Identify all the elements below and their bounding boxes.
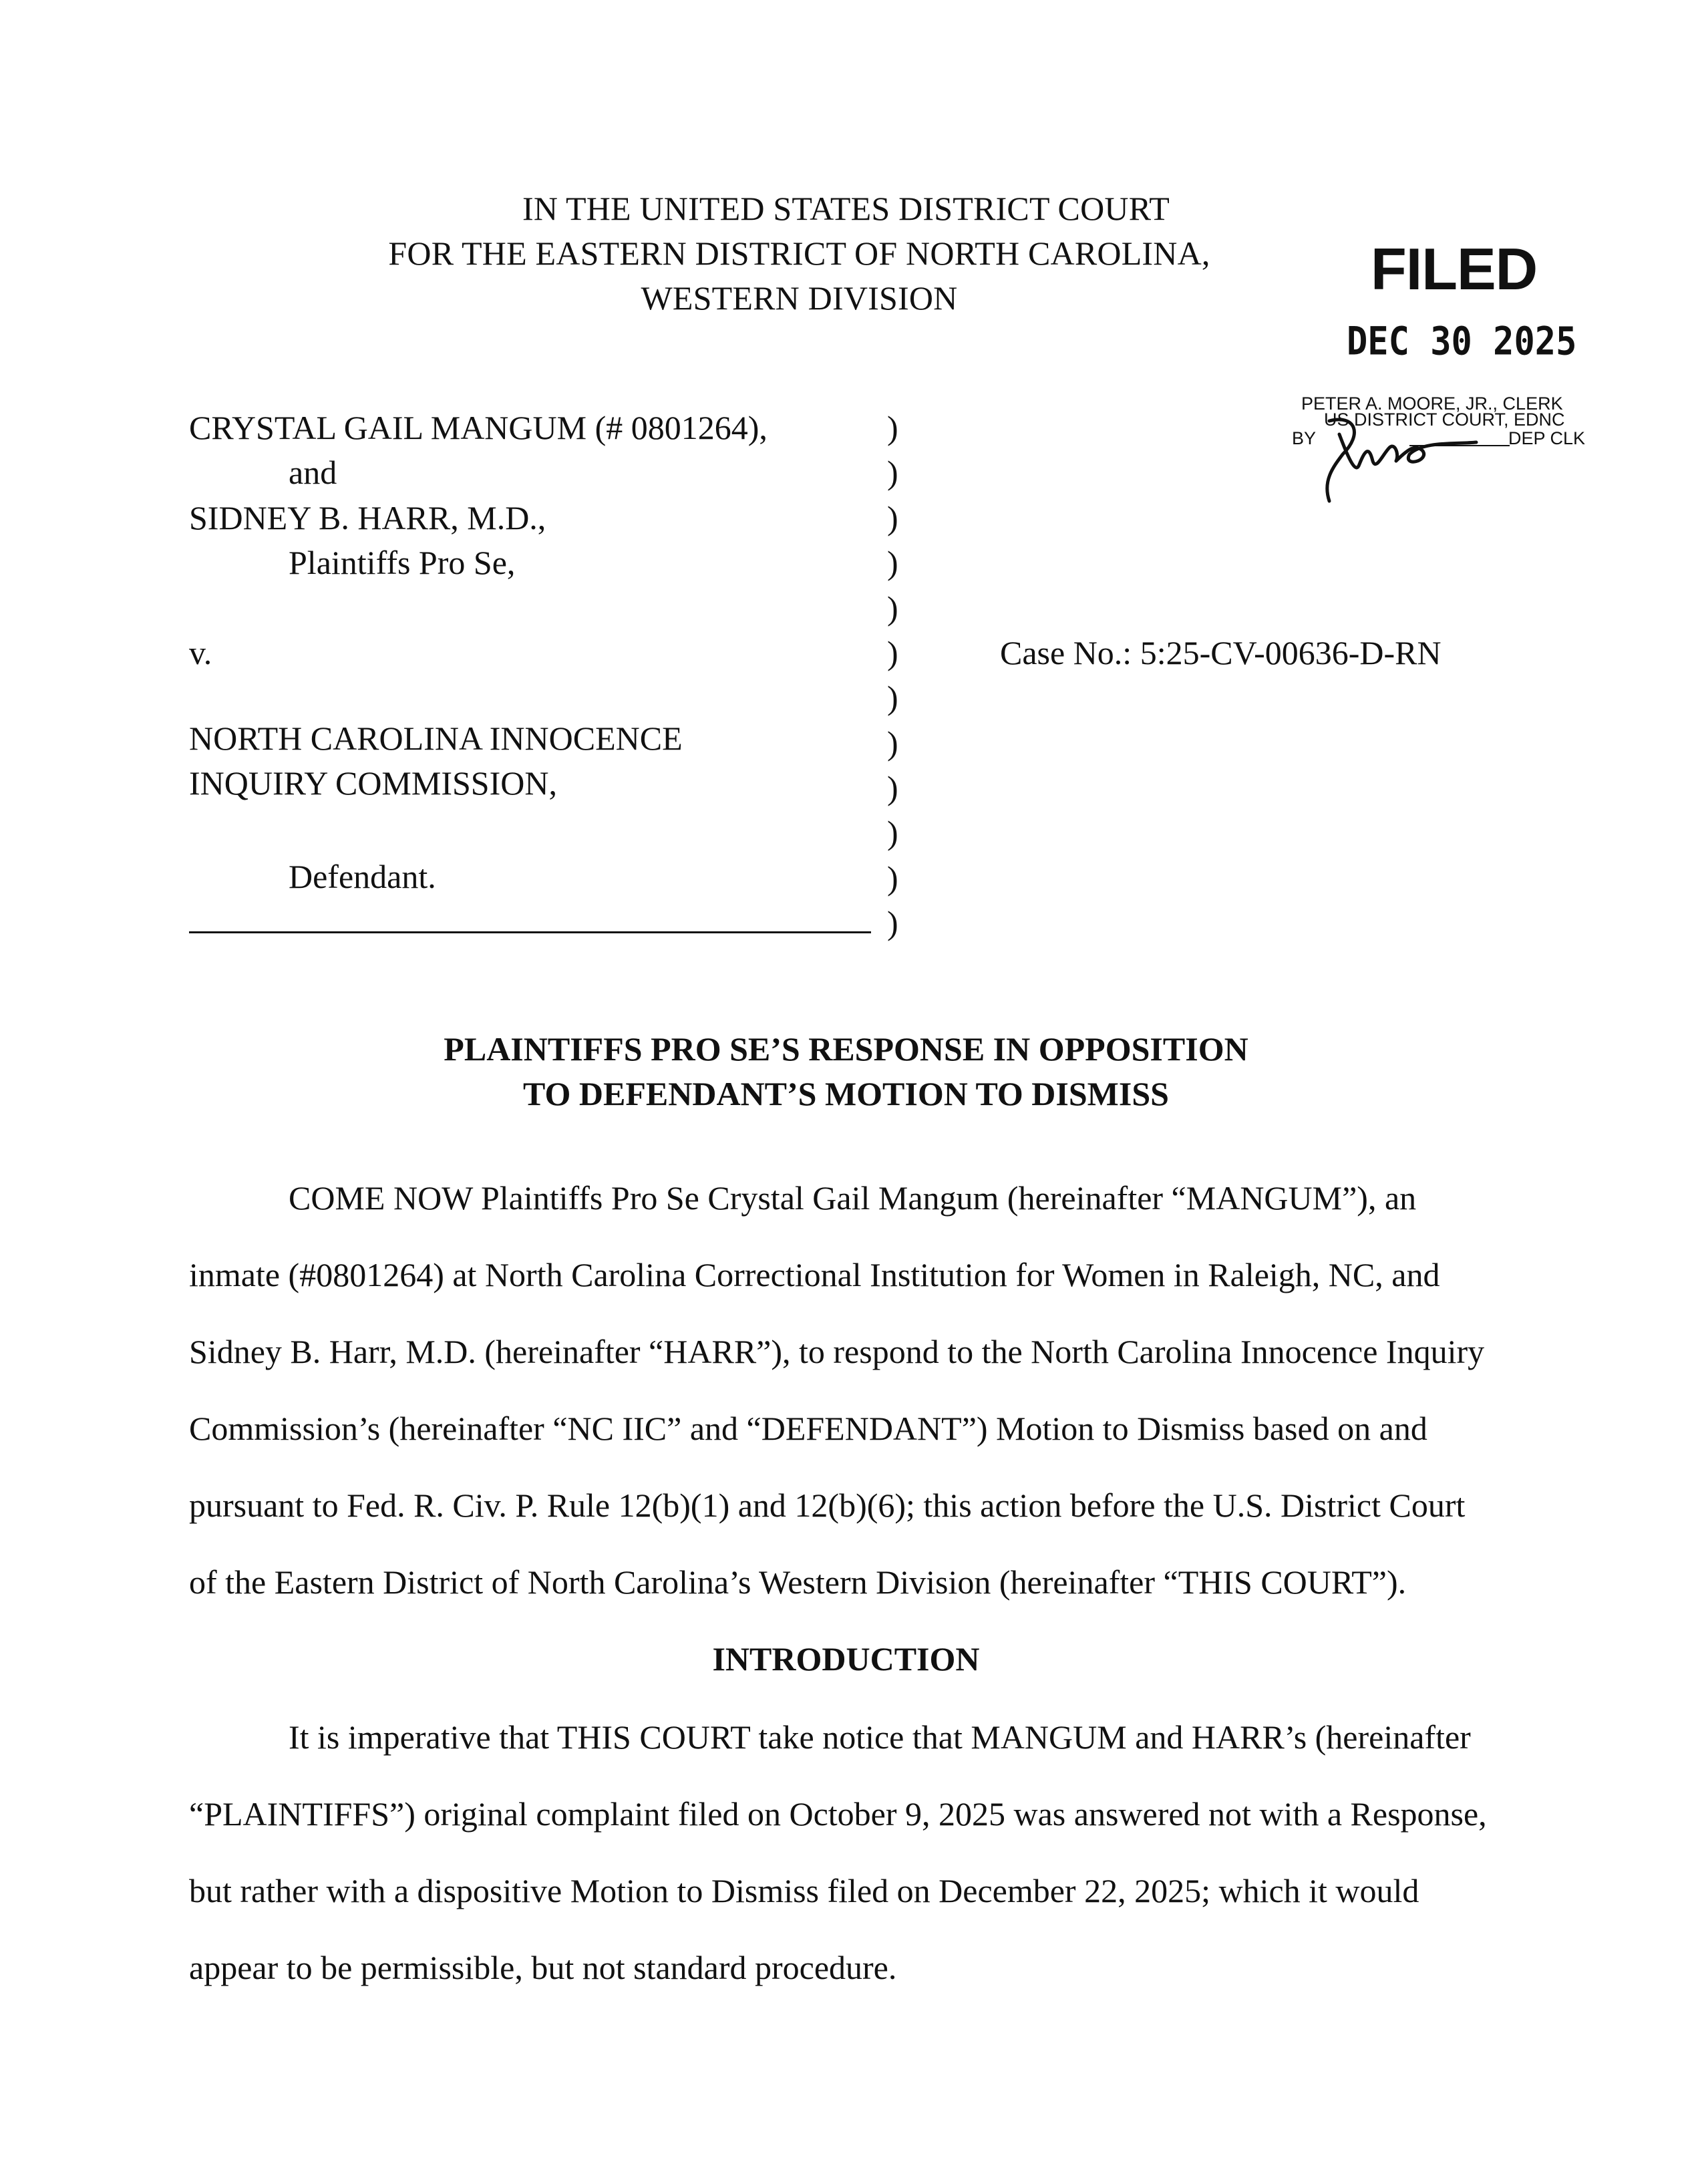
- clerk-signature-icon: [1309, 408, 1483, 508]
- paragraph-line: Sidney B. Harr, M.D. (hereinafter “HARR”), to respond to the North Carolina Innocence Inquiry: [189, 1333, 1485, 1370]
- paragraph-line: but rather with a dispositive Motion to Dismiss filed on December 22, 2025; which it would: [189, 1872, 1419, 1909]
- document-title-line-1: PLAINTIFFS PRO SE’S RESPONSE IN OPPOSITION: [444, 1030, 1248, 1068]
- filed-stamp-date: DEC 30 2025: [1347, 319, 1577, 365]
- defendant-role: Defendant.: [289, 858, 436, 895]
- caption-paren: ): [887, 454, 898, 491]
- paragraph-line: of the Eastern District of North Carolina’s Western Division (hereinafter “THIS COURT”).: [189, 1563, 1407, 1601]
- paragraph-line: It is imperative that THIS COURT take notice that MANGUM and HARR’s (hereinafter: [289, 1718, 1471, 1756]
- paragraph-line: COME NOW Plaintiffs Pro Se Crystal Gail Mangum (hereinafter “MANGUM”), an: [289, 1179, 1417, 1217]
- caption-paren: ): [887, 499, 898, 536]
- case-number: Case No.: 5:25-CV-00636-D-RN: [1000, 634, 1442, 671]
- paragraph-line: pursuant to Fed. R. Civ. P. Rule 12(b)(1) and 12(b)(6); this action before the U.S. District Court: [189, 1487, 1466, 1524]
- caption-paren: ): [887, 634, 898, 671]
- paragraph-line: Commission’s (hereinafter “NC IIC” and “DEFENDANT”) Motion to Dismiss based on and: [189, 1410, 1427, 1447]
- court-division: WESTERN DIVISION: [641, 279, 958, 317]
- court-district: FOR THE EASTERN DISTRICT OF NORTH CAROLINA,: [388, 235, 1210, 272]
- section-heading-introduction: INTRODUCTION: [712, 1640, 980, 1678]
- caption-paren: ): [887, 409, 898, 446]
- caption-paren: ): [887, 904, 898, 941]
- filed-stamp-court: US DISTRICT COURT, EDNC: [1324, 410, 1565, 430]
- plaintiff-1: CRYSTAL GAIL MANGUM (# 0801264),: [189, 409, 768, 446]
- plaintiff-2: SIDNEY B. HARR, M.D.,: [189, 499, 546, 536]
- document-title-line-2: TO DEFENDANT’S MOTION TO DISMISS: [523, 1075, 1169, 1112]
- caption-and: and: [289, 454, 337, 491]
- paragraph-line: inmate (#0801264) at North Carolina Correctional Institution for Women in Raleigh, NC, and: [189, 1256, 1440, 1293]
- defendant-name-2: INQUIRY COMMISSION,: [189, 764, 557, 802]
- filed-stamp-clerk: PETER A. MOORE, JR., CLERK: [1301, 394, 1563, 414]
- caption-underline: [189, 931, 871, 933]
- court-name: IN THE UNITED STATES DISTRICT COURT: [522, 190, 1170, 227]
- filed-stamp-dep: DEP CLK: [1508, 428, 1586, 448]
- caption-paren: ): [887, 589, 898, 627]
- paragraph-line: appear to be permissible, but not standard procedure.: [189, 1949, 897, 1986]
- caption-paren: ): [887, 859, 898, 897]
- paragraph-line: “PLAINTIFFS”) original complaint filed on October 9, 2025 was answered not with a Response,: [189, 1795, 1487, 1833]
- caption-versus: v.: [189, 634, 212, 671]
- caption-paren: ): [887, 814, 898, 851]
- filed-stamp-by: BY: [1292, 428, 1317, 448]
- caption-paren: ): [887, 544, 898, 581]
- caption-paren: ): [887, 769, 898, 806]
- filed-stamp-label: FILED: [1371, 236, 1538, 302]
- defendant-name-1: NORTH CAROLINA INNOCENCE: [189, 720, 683, 757]
- caption-paren: ): [887, 679, 898, 716]
- caption-paren: ): [887, 724, 898, 762]
- plaintiffs-role: Plaintiffs Pro Se,: [289, 544, 516, 581]
